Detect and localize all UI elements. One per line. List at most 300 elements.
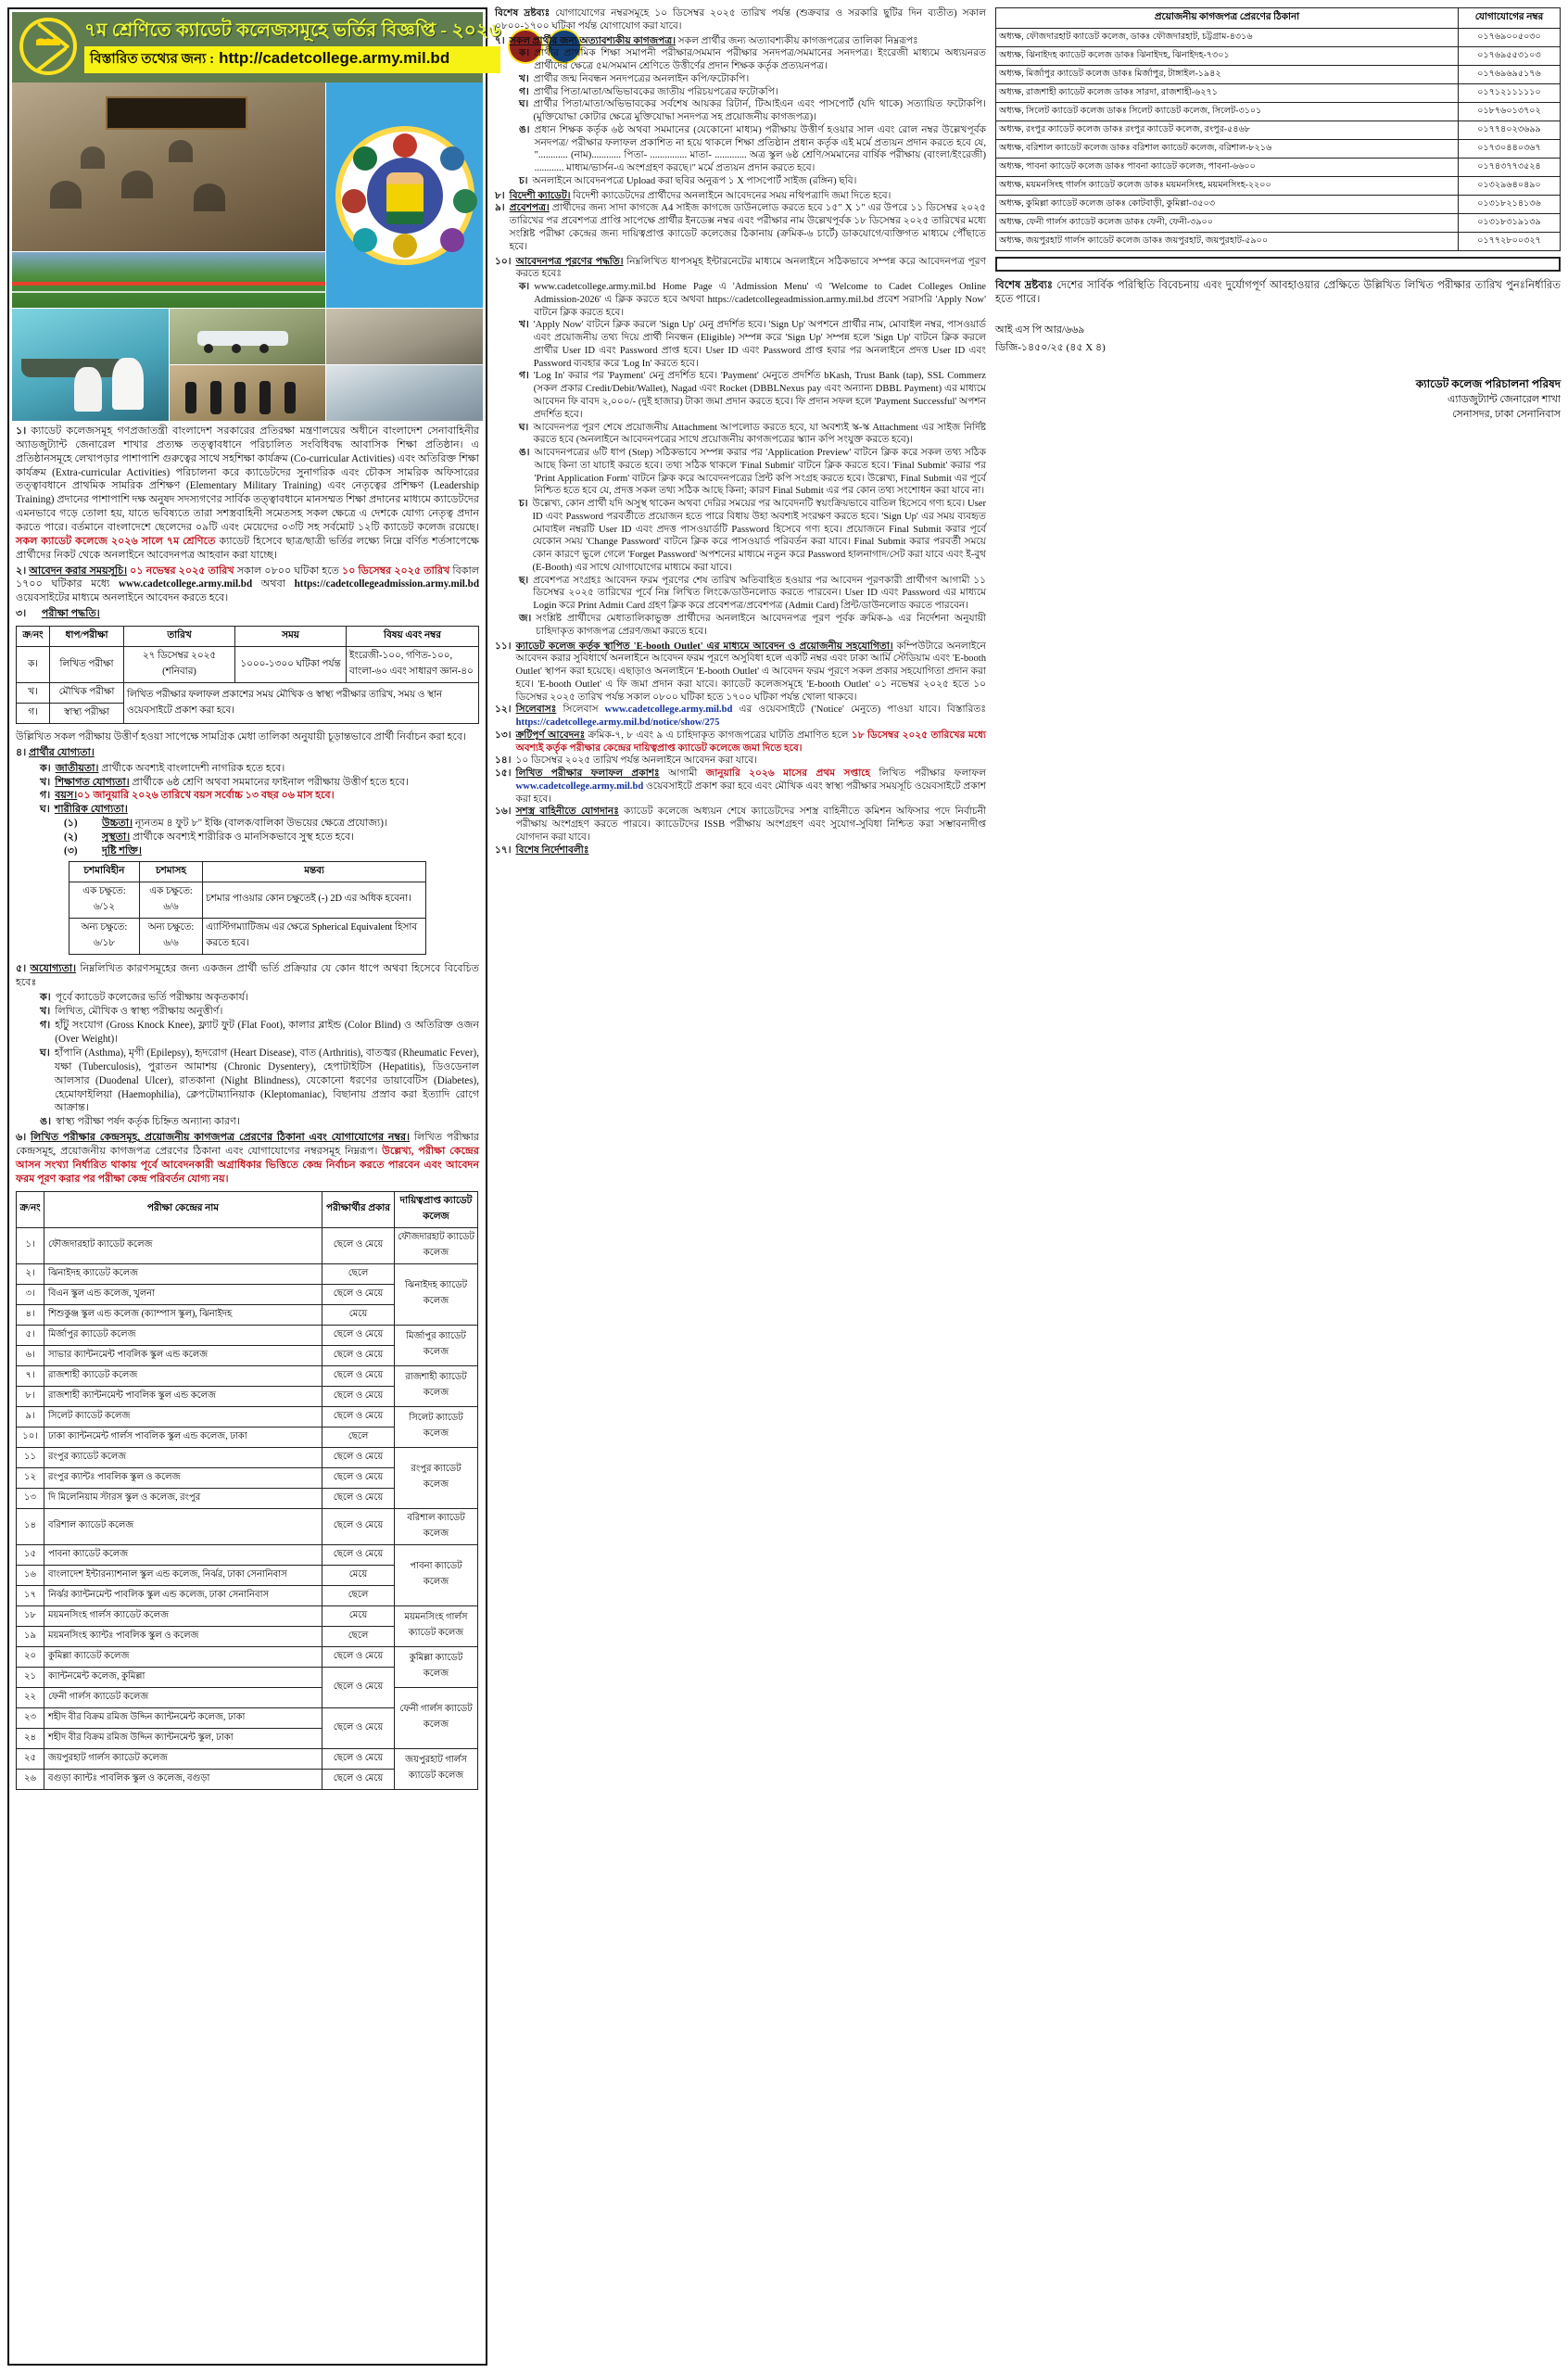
para-2-date-from: ০১ নভেম্বর ২০২৫ তারিখ <box>130 565 234 577</box>
cell-center-name: ফেনী গার্লস ক্যাডেট কলেজ <box>44 1687 322 1707</box>
item-text: অনলাইনে আবেদনপত্রে Upload করা ছবির অনুরূপ ১ X পাসপোর্ট সাইজ (রঙ্গিন) ছবি। <box>532 175 857 186</box>
cell-center-name: ঢাকা ক্যান্টনমেন্ট গার্লস পাবলিক স্কুল এন্ড কলেজ, ঢাকা <box>44 1427 322 1447</box>
cell-candidate-type: ছেলে ও মেয়ে <box>322 1227 395 1263</box>
cell-subject: ইংরেজী-১০০, গণিত-১০০, বাংলা-৬০ এবং সাধারণ জ্ঞান-৪০ <box>347 647 479 683</box>
cell-sl: ২২ <box>17 1687 44 1707</box>
item-body <box>55 776 409 790</box>
cell-center-name: কুমিল্লা ক্যাডেট কলেজ <box>44 1646 322 1667</box>
page-title: ৭ম শ্রেণিতে ক্যাডেট কলেজসমূহে ভর্তির বিজ্ঞপ্তি - ২০২৬ <box>84 20 501 41</box>
item-sl: চ। <box>519 175 528 186</box>
item-body <box>56 762 285 776</box>
cell-center-name: বরিশাল ক্যাডেট কলেজ <box>44 1508 322 1544</box>
cell-sl: ১৪ <box>17 1508 44 1544</box>
item-text: 'Log In' করার পর 'Payment' মেনু প্রদর্শিত হবে। 'Payment' মেনুতে প্রদর্শিত bKash, Trust Bank (tap), SSL Commerz (সকল প্রকার Credit/Debit/Wallet), Nagad এবং Rocket (DBBLNexus pay এবং অন্যান্য DBBL Payment) এর মাধ্যমে আবেদন ফি বাবদ ২,০০০/- (দুই হাজার) টাকা জমা প্রদান করতে হবে। ফি প্রদান সফল হলে 'Payment Successful' অপশন প্রদর্শিত হবে। <box>533 371 986 420</box>
exam-schedule-table <box>16 626 479 724</box>
signature-block <box>995 375 1561 423</box>
item-title: সুস্থতা। <box>102 831 131 844</box>
cell-address: অধ্যক্ষ, ময়মনসিংহ গার্লস ক্যাডেট কলেজ ডাকঃ ময়মনসিংহ, ময়মনসিংহ-২২০০ <box>996 177 1459 196</box>
exam-centers-table <box>16 1191 479 1790</box>
item-text: প্রধান শিক্ষক কর্তৃক ৬ষ্ঠ অথবা সমমানের (যেকোনো মাধ্যম) পরীক্ষায় উত্তীর্ণ হওয়ার সাল এবং রোল নম্বর উল্লেখপূর্বক সনদপত্র/ পরীক্ষার ফলাফল প্রকাশিত না হয়ে থাকলে শিক্ষা প্রতিষ্ঠান প্রধান কর্তৃক এই মর্মে প্রত্যয়ন প্রদান করতে হবে যে, "............ (নাম)............ পিতা- ............... মাতা- ............. অত্র স্কুল ৬ষ্ঠ শ্রেণি/সমমানের বার্ষিক পরীক্ষায় (বাংলা/ইংরেজী) ............ মাধ্যম/ভার্সন-এ অংশগ্রহণ করছে।" মর্মে প্রত্যয়ন প্রদান করতে হবে। <box>534 124 986 174</box>
section-10-number: ১০। <box>495 256 512 267</box>
cell-sl: ৯। <box>17 1406 44 1427</box>
cell-without: অন্য চক্ষুতে: ৬/১৮ <box>69 918 139 954</box>
cell-phone[interactable]: ০১৭৬৯৫৫৩১০৩ <box>1459 47 1561 66</box>
section-9-title: প্রবেশপত্র। <box>509 203 550 214</box>
cell-center-name: রাজশাহী ক্যান্টনমেন্ট পাবলিক স্কুল এন্ড কলেজ <box>44 1386 322 1406</box>
cell-candidate-type: ছেলে ও মেয়ে <box>322 1508 395 1544</box>
signature-authority: ক্যাডেট কলেজ পরিচালনা পরিষদ <box>1415 376 1561 390</box>
item-text: আবেদনপত্রের ৬টি ধাপ (Step) সঠিকভাবে সম্পন্ন করার পর 'Application Preview' বাটনে ক্লিক করে সকল তথ্য সঠিক আছে কিনা তা যাচাই করতে হবে। তথ্য সঠিক থাকলে 'Final Submit' বাটনে ক্লিক করতে হবে। 'Final Submit' করার পর 'Print Application Form' বাটনে ক্লিক করে আবেদনপত্রের প্রিন্ট কপি সংগ্রহ করতে হবে। উল্লেখ্য, Final Submit এর পূর্বে নিশ্চিত হতে হবে যে, প্রদত্ত সকল তথ্য সঠিক আছে কিনা; কারণ Final Submit এর পর কোন তথ্য সংশোধন করা যাবে না। <box>534 448 986 497</box>
cell-sl: ২। <box>17 1263 44 1284</box>
cell-phone[interactable]: ০১৭৭৪০২৩৬৯৯ <box>1459 121 1561 140</box>
item-body <box>102 844 142 858</box>
result-link[interactable]: www.cadetcollege.army.mil.bd <box>515 780 644 792</box>
cell-address: অধ্যক্ষ, ফৌজদারহাট ক্যাডেট কলেজ, ডাকঃ ফৌজদারহাট, চট্টগ্রাম-৪৩১৬ <box>996 29 1459 47</box>
para-2-date-to: ১০ ডিসেম্বর ২০২৫ তারিখ <box>342 565 450 577</box>
para-4-title: প্রার্থীর যোগ্যতা। <box>28 746 95 758</box>
item-text: পূর্বে ক্যাডেট কলেজের ভর্তি পরীক্ষায় অকৃতকার্য। <box>55 992 248 1004</box>
cell-sl: ৭। <box>17 1365 44 1386</box>
cell-center-name: শহীদ বীর বিক্রম রমিজ উদ্দিন ক্যান্টনমেন্ট স্কুল, ঢাকা <box>44 1728 322 1748</box>
para-6-number: ৬। <box>16 1132 27 1144</box>
paragraph-3-heading <box>16 607 479 621</box>
item-sl: ক। <box>40 762 51 774</box>
item-sl: গ। <box>519 86 529 97</box>
item-sl: (৩) <box>64 844 78 857</box>
list-item <box>40 1005 479 1019</box>
cell-candidate-type: ছেলে <box>322 1427 395 1447</box>
cell-candidate-type: ছেলে ও মেয়ে <box>322 1748 395 1769</box>
section-16 <box>495 806 986 844</box>
cell-responsible-college: মির্জাপুর ক্যাডেট কলেজ <box>395 1325 478 1365</box>
section-14-text: ১০ ডিসেম্বর ২০২৫ তারিখ পর্যন্ত অনলাইনে আবেদন করা যাবে। <box>515 755 757 767</box>
table-row <box>996 214 1561 233</box>
cell-center-name: নির্ঝর ক্যান্টনমেন্ট পাবলিক স্কুল এন্ড কলেজ, ঢাকা সেনানিবাস <box>44 1585 322 1605</box>
cell-responsible-college: ঝিনাইদহ ক্যাডেট কলেজ <box>395 1263 478 1325</box>
para-3-title: পরীক্ষা পদ্ধতি। <box>41 608 100 620</box>
signature-branch: এ্যাডজুট্যান্ট জেনারেল শাখা <box>1447 393 1561 405</box>
cell-candidate-type: ছেলে ও মেয়ে <box>322 1386 395 1406</box>
right-side <box>495 7 1561 2366</box>
item-sl: গ। <box>40 790 51 802</box>
section-11-title: ক্যাডেট কলেজ কর্তৃক স্থাপিত 'E-booth Outlet' এর মাধ্যমে আবেদন ও প্রয়োজনীয় সহযোগিতা। <box>515 641 893 652</box>
item-text: প্রার্থীকে ৬ষ্ঠ শ্রেণি অথবা সমমানের ফাইনাল পরীক্ষায় উত্তীর্ণ হতে হবে। <box>129 776 409 788</box>
para-5-number: ৫। <box>16 962 27 974</box>
cell-sl: ১৭ <box>17 1585 44 1605</box>
table-row <box>69 882 425 918</box>
item-text: প্রার্থীকে অবশ্যই বাংলাদেশী নাগরিক হতে হবে। <box>98 762 285 774</box>
item-sl: খ। <box>519 73 529 84</box>
cell-sl: ক। <box>17 647 50 683</box>
section-17-body <box>516 844 589 857</box>
list-item <box>519 422 986 448</box>
cell-responsible-college: জয়পুরহাট গার্লস ক্যাডেট কলেজ <box>395 1748 478 1789</box>
paragraph-4-heading <box>16 746 479 760</box>
item-text: প্রার্থীর পিতা/মাতা/অভিভাবকের জাতীয় পরিচয়পত্রের ফটোকপি। <box>533 86 778 97</box>
middle-column-text <box>495 7 986 857</box>
cell-sl: ১৫ <box>17 1544 44 1565</box>
list-item <box>519 613 986 639</box>
table-row <box>996 140 1561 159</box>
table-row <box>996 159 1561 177</box>
item-text: 'Apply Now' বাটনে ক্লিক করলে 'Sign Up' মেনু প্রদর্শিত হবে। 'Sign Up' অপশনে প্রার্থীর নাম, মোবাইল নম্বর, পাসওয়ার্ড এবং প্রয়োজনীয় তথ্য দিয়ে প্রার্থী নিবন্ধন (Eligible) সম্পন্ন করে 'Sign Up' সম্পন্ন হলে 'Sign Up' বাটনে ক্লিক করলে প্রার্থীর User ID এবং Password প্রাপ্ত হবে। User ID এবং Password প্রাপ্ত হবার পর অনলাইনে প্রদত্ত User ID এবং Password ব্যবহার করে 'Log In' করতে হবে। <box>533 320 986 369</box>
item-text: ০১ জানুয়ারি ২০২৬ তারিখে বয়স সর্বোচ্চ ১৩ বছর ০৬ মাস হবে। <box>77 790 335 802</box>
cell-candidate-type: ছেলে ও মেয়ে <box>322 1707 395 1748</box>
section-9-text: প্রার্থীদের জন্য সাদা কাগজে A4 সাইজ কাগজে ডাউনলোড করতে হবে ১৫" X ১" এর উপরে ১১ ডিসেম্বর ২০২৫ তারিখের পর প্রবেশপত্র প্রাপ্তি সাপেক্ষে প্রার্থীর ইনডেক্স নম্বর এবং পরীক্ষার নাম উল্লেখপূর্বক ১৮ ডিসেম্বর ২০২৫ তারিখের মধ্যে সংশ্লিষ্ট পরীক্ষা কেন্দ্রের জন্য দায়িত্বপ্রাপ্ত ক্যাডেট কলেজের ঠিকানায় (ক্রমিক-৬ চার্টে) ডাকযোগে/ব্যক্তিগত মাধ্যমে পৌঁছাতে হবে। <box>509 203 986 252</box>
section-15-title: লিখিত পরীক্ষার ফলাফল প্রকাশঃ <box>515 768 660 780</box>
cell-phone[interactable]: ০১৭১২১১১১১০ <box>1459 84 1561 103</box>
para-5-title: অযোগ্যতা। <box>30 962 77 974</box>
item-text: লিখিত, মৌখিক ও স্বাস্থ্য পরীক্ষায় অনুত্তীর্ণ। <box>55 1006 223 1018</box>
col-time: সময় <box>235 627 347 647</box>
cell-responsible-college: ময়মনসিংহ গার্লস ক্যাডেট কলেজ <box>395 1605 478 1646</box>
middle-column <box>495 7 986 2366</box>
cell-center-name: ক্যান্টনমেন্ট কলেজ, কুমিল্লা <box>44 1667 322 1687</box>
cell-responsible-college: ফৌজদারহাট ক্যাডেট কলেজ <box>395 1227 478 1263</box>
section-13 <box>495 730 986 755</box>
cell-sl: ২৪ <box>17 1728 44 1748</box>
item-text: সংশ্লিষ্ট প্রার্থীদের মেধাতালিকাভুক্ত প্রার্থীদের অনলাইনে আবেদনপত্র পূরণ পূর্বক ক্রমিক-৯ এর নির্দেশনা অনুযায়ী চাহিদাকৃত কাগজপত্র প্রেরণ/জমা করতে হবে। <box>536 613 986 637</box>
cell-sl: ৮। <box>17 1386 44 1406</box>
item-body <box>55 803 128 817</box>
cell-address: অধ্যক্ষ, বরিশাল ক্যাডেট কলেজ ডাকঃ বরিশাল ক্যাডেট কলেজ, বরিশাল-৮২১৬ <box>996 140 1459 159</box>
cell-candidate-type: ছেলে <box>322 1263 395 1284</box>
col-date: তারিখ <box>124 627 235 647</box>
cell-sl: ১১ <box>17 1447 44 1467</box>
para-2-url-2[interactable]: https://cadetcollegeadmission.army.mil.bd <box>294 578 479 590</box>
cell-sl: ২০ <box>17 1646 44 1667</box>
official-website-link[interactable]: http://cadetcollege.army.mil.bd <box>219 49 450 67</box>
item-text: প্রবেশপত্র সংগ্রহঃ আবেদন ফরম পূরণের শেষ তারিখ অতিবাহিত হওয়ার পর আবেদন পূরণকারী প্রার্থীগণ আগামী ১১ ডিসেম্বর ২০২৫ তারিখের পূর্বে নিম্ন লিখিত লিংকে/ডাউনলোড করতে পারবেন। User ID এবং Password এর মাধ্যমে Login করে Print Admit Card গ্রহণ ক্লিক করে প্রবেশপত্র/প্রবেশপত্র (Admit Card) প্রিন্ট/ডাউনলোড করতে পারবেন। <box>533 575 986 612</box>
cell-center-name: রাজশাহী ক্যাডেট কলেজ <box>44 1365 322 1386</box>
para-2-number: ২। <box>16 565 27 577</box>
syllabus-link-2[interactable]: https://cadetcollege.army.mil.bd/notice/show/275 <box>515 717 720 729</box>
table-row <box>996 196 1561 214</box>
item-sl: ঘ। <box>40 1047 50 1059</box>
section-8-number: ৮। <box>495 190 505 201</box>
section-11-number: ১১। <box>495 641 512 652</box>
item-text: প্রার্থীর পিতা/মাতা/অভিভাবকের সর্বশেষ আয়কর রিটার্ন, টিআইএন এবং পাসপোর্ট (যদি থাকে) সত্যায়িত ফটোকপি। (মুক্তিযোদ্ধা কোটার ক্ষেত্রে মুক্তিযোদ্ধা সনদপত্র সহ প্রয়োজনীয় কাগজপত্র)। <box>533 99 986 123</box>
item-sl: ঙ। <box>40 1116 52 1128</box>
item-text: হাঁটু সংযোগ (Gross Knock Knee), ফ্ল্যাট ফুট (Flat Foot), কালার ব্লাইন্ড (Color Blind) ও অতিরিক্ত ওজন (Over Weight)। <box>55 1020 479 1046</box>
table-row <box>996 103 1561 121</box>
list-item <box>40 789 479 803</box>
cell-sl: ২১ <box>17 1667 44 1687</box>
section-14 <box>495 755 986 768</box>
cell-responsible-college: সিলেট ক্যাডেট কলেজ <box>395 1406 478 1447</box>
cell-phone[interactable]: ০১৭৪৩৭৭৩৫২৪ <box>1459 159 1561 177</box>
cell-candidate-type: ছেলে ও মেয়ে <box>322 1447 395 1467</box>
item-text: www.cadetcollege.army.mil.bd Home Page এ 'Admission Menu' এ 'Welcome to Cadet Colleges Online Admission-2026' এ ক্লিক করতে হবে অথবা https://cadetcollegeadmission.army.mil.bd প্রবেশ সরাসরি 'Apply Now' বাটনে ক্লিক করতে হবে। <box>534 282 986 318</box>
section-16-body <box>516 806 986 844</box>
table-row <box>996 47 1561 66</box>
table-row <box>996 233 1561 251</box>
item-text: ন্যূনতম ৪ ফুট ৮" ইঞ্চি (বালক/বালিকা উভয়ের ক্ষেত্রে প্রযোজ্য)। <box>133 818 387 830</box>
signature-address: সেনাসদর, ঢাকা সেনানিবাস <box>1452 409 1561 421</box>
item-body <box>102 831 354 844</box>
water-exercise-photo <box>326 365 483 421</box>
table-row <box>17 1263 479 1284</box>
item-sl: চ। <box>519 499 528 510</box>
banner-url-bar <box>84 46 500 73</box>
para-2-mid: সকাল ০৮০০ ঘটিকা হতে <box>234 565 343 577</box>
physical-list <box>16 817 479 858</box>
cell-sl: খ। <box>17 683 50 704</box>
para-3-number: ৩। <box>16 608 27 620</box>
item-sl: ক। <box>519 48 530 59</box>
cell-merged-note: লিখিত পরীক্ষার ফলাফল প্রকাশের সময় মৌখিক ও স্বাস্থ্য পরীক্ষার তারিখ, সময় ও স্থান ওয়েবসাইটে প্রকাশ করা হবে। <box>124 683 479 724</box>
cell-candidate-type: ছেলে ও মেয়ে <box>322 1646 395 1667</box>
exam-centers-rows <box>17 1227 479 1789</box>
cell-phone[interactable]: ০১৭৩০৪৪০৩৬৭ <box>1459 140 1561 159</box>
syllabus-link-1[interactable]: www.cadetcollege.army.mil.bd <box>604 704 733 716</box>
item-sl: ছ। <box>519 575 529 586</box>
cell-candidate-type: ছেলে <box>322 1626 395 1646</box>
cell-sl: ৩। <box>17 1284 44 1304</box>
section-13-title: ক্রটিপূর্ণ আবেদনঃ <box>515 730 586 741</box>
cell-with: এক চক্ষুতে: ৬/৬ <box>139 882 202 918</box>
cell-note: চশমার পাওয়ার কোন চক্ষুতেই (-) 2D এর অধিক হবেনা। <box>203 882 426 918</box>
section-8-title: বিদেশী ক্যাডেট। <box>509 190 571 201</box>
para-1-number: ১। <box>16 425 27 437</box>
section-15-body <box>516 768 986 806</box>
cell-candidate-type: ছেলে ও মেয়ে <box>322 1406 395 1427</box>
col-hidden-addr <box>478 1191 479 1227</box>
table-row <box>17 1508 479 1544</box>
cell-phone[interactable]: ০১৭৬৯০০৫০৩০ <box>1459 29 1561 47</box>
cell-phone[interactable]: ০১৭৬৯৬৯৫১৭৬ <box>1459 66 1561 84</box>
cell-phone[interactable]: ০১৮৭৬০১৩৭০২ <box>1459 103 1561 121</box>
left-body-text <box>12 421 483 623</box>
cell-center-name: ময়মনসিংহ ক্যান্টঃ পাবলিক স্কুল ও কলেজ <box>44 1626 322 1646</box>
cell-responsible-college: ফেনী গার্লস ক্যাডেট কলেজ <box>395 1687 478 1748</box>
list-item <box>519 124 986 175</box>
paragraph-1 <box>16 425 479 563</box>
paragraph-6 <box>16 1131 479 1186</box>
item-sl: ঙ। <box>519 448 530 459</box>
cell-center-name: ফৌজদারহাট ক্যাডেট কলেজ <box>44 1227 322 1263</box>
table-header-row <box>17 627 479 647</box>
item-sl: খ। <box>40 1006 51 1018</box>
table-row <box>17 1687 479 1707</box>
cell-sl: ১২ <box>17 1467 44 1488</box>
item-title: বয়স। <box>55 790 78 802</box>
item-body <box>102 817 387 831</box>
section-11-text: কম্পিউটারে অনলাইনে আবেদন করার সুবিধার্থে অনলাইনে আবেদন ফরম পূরণে অসুবিধা হলে একটি নম্বর এবং ঢাকা আর্মি স্টেডিয়াম এবং 'E-booth Outlet' স্থাপন করা হয়েছে। এছাড়াও অনলাইনে 'E-booth Outlet' এ আবেদন ফরম পূরণে সকল প্রকার সহযোগিতা প্রদান করা হবে। 'E-booth Outlet' এ ফি জমা প্রদান করা যাবে। ক্যাডেট কলেজসমূহে 'E-booth Outlet' ০১ নভেম্বর ২০২৫ হতে ১০ ডিসেম্বর ২০২৫ তারিখ পর্যন্ত সকাল ০৮০০ ঘটিকা হতে ১৭০০ ঘটিকা পর্যন্ত খোলা থাকবে। <box>515 641 986 703</box>
list-item <box>519 98 986 124</box>
section-16-number: ১৬। <box>495 806 512 818</box>
item-sl: ঙ। <box>519 124 530 135</box>
cell-address: অধ্যক্ষ, পাবনা ক্যাডেট কলেজ ডাকঃ পাবনা ক্যাডেট কলেজ, পাবনা-৬৬০০ <box>996 159 1459 177</box>
list-item <box>40 1115 479 1129</box>
section-16-text: ক্যাডেট কলেজে অধ্যয়ন শেষে ক্যাডেটদের সশস্ত্র বাহিনীতে কমিশন অফিসার পদে নির্বাচনী পরীক্ষায় অংশগ্রহণ করতে পারবে। ক্যাডেটদের ISSB পরীক্ষায় অংশগ্রহণ এবং সুযোগ-সুবিধা নিশ্চিত করা সম্ভাবনাদীপ্ত যোগদান করা যাবে। <box>515 806 986 843</box>
section-12-number: ১২। <box>495 704 512 716</box>
list-item <box>519 73 986 86</box>
table-row <box>996 29 1561 47</box>
list-item <box>40 762 479 776</box>
cell-phone[interactable]: ০১৭৭২৮০০৩২৭ <box>1459 233 1561 251</box>
list-item <box>64 844 479 858</box>
photo-collage <box>12 82 483 421</box>
col-without-glasses: চশমাবিহীন <box>69 861 139 882</box>
cell-center-name: শহীদ বীর বিক্রম রমিজ উদ্দিন ক্যান্টনমেন্ট কলেজ, ঢাকা <box>44 1707 322 1728</box>
item-body <box>55 789 334 803</box>
section-10-lead: নিম্নলিখিত ধাপসমূহ ইন্টারনেটের মাধ্যমে অনলাইনে সঠিকভাবে সম্পন্ন করে আবেদনপত্র পূরণ করতে হবেঃ <box>515 256 986 280</box>
para-6-red: উল্লেখ্য, পরীক্ষা কেন্দ্রের আসন সংখ্যা নির্ধারিত থাকায় পূর্বে আবেদনকারী অগ্রাধিকার ভিত্তিতে কেন্দ্র নির্বাচন করতে পারবেন এবং আবেদন ফরম পূরণ করার পর পরীক্ষা কেন্দ্র পরিবর্তন যোগ্য নয়। <box>16 1145 479 1185</box>
cell-note: এ্যাস্টিগম্যাটিজম এর ক্ষেত্রে Spherical Equivalent হিসাব করতে হবে। <box>203 918 426 954</box>
section-9-body <box>510 202 986 253</box>
top-note-text: যোগাযোগের নম্বরসমূহে ১০ ডিসেম্বর ২০২৫ তারিখ পর্যন্ত (শুক্রবার ও সরকারি ছুটির দিন ব্যতীত) সকাল ০৮০০-১৭০০ ঘটিকা পর্যন্ত যোগাযোগ করা যাবে। <box>495 8 986 32</box>
section-13-red: ১৮ ডিসেম্বর ২০২৫ তারিখের মধ্যে অবশ্যই কর্তৃক পরীক্ষার কেন্দ্রের দায়িত্বপ্রাপ্ত ক্যাডেট কলেজে জমা দিতে হবে। <box>515 730 986 754</box>
qualification-list <box>16 762 479 817</box>
table-header-row <box>17 1191 479 1227</box>
cell-candidate-type: ছেলে ও মেয়ে <box>322 1769 395 1789</box>
cell-sl: ১। <box>17 1227 44 1263</box>
cell-sl: ২৫ <box>17 1748 44 1769</box>
sports-day-photo <box>12 252 325 308</box>
table-row <box>996 177 1561 196</box>
cell-center-name: রংপুর ক্যাডেট কলেজ <box>44 1447 322 1467</box>
left-column <box>7 7 501 2366</box>
final-note-text: দেশের সার্বিক পরিস্থিতি বিবেচনায় এবং দুর্যোগপূর্ণ আবহাওয়ার প্রেক্ষিতে উল্লিখিত লিখিত পরীক্ষার তারিখ পুনঃনির্ধারিত হতে পারে। <box>995 280 1562 305</box>
list-item <box>64 817 479 831</box>
table-row <box>996 66 1561 84</box>
cell-responsible-college: রাজশাহী ক্যাডেট কলেজ <box>395 1365 478 1406</box>
section-7-sublist <box>495 47 986 187</box>
section-17-number: ১৭। <box>495 844 512 856</box>
cell-center-name: ঝিনাইদহ ক্যাডেট কলেজ <box>44 1263 322 1284</box>
section-11 <box>495 641 986 704</box>
para-2-tail: ওয়েবসাইটের মাধ্যমে অনলাইনে আবেদন করতে হবে। <box>16 592 229 604</box>
para-6-title: লিখিত পরীক্ষার কেন্দ্রসমূহ, প্রয়োজনীয় কাগজপত্র প্রেরণের ঠিকানা এবং যোগাযোগের নম্বর। <box>30 1132 411 1144</box>
list-item <box>519 281 986 319</box>
cell-candidate-type: ছেলে ও মেয়ে <box>322 1284 395 1304</box>
col-address: প্রয়োজনীয় কাগজপত্র প্রেরণের ঠিকানা <box>996 8 1459 29</box>
cell-sl: ১৬ <box>17 1565 44 1585</box>
list-item <box>519 319 986 370</box>
cell-candidate-type: ছেলে ও মেয়ে <box>322 1365 395 1386</box>
navy-officers-photo <box>12 309 169 421</box>
top-note <box>495 7 986 33</box>
para-2-mid2: বিকাল ১৭০০ ঘটিকার মধ্যে <box>16 565 480 590</box>
army-crest-icon <box>19 18 77 75</box>
table-row <box>17 1646 479 1667</box>
cell-center-name: সাভার ক্যান্টনমেন্ট পাবলিক স্কুল এন্ড কলেজ <box>44 1345 322 1365</box>
item-sl: ক। <box>519 282 530 293</box>
cell-responsible-college: পাবনা ক্যাডেট কলেজ <box>395 1544 478 1605</box>
item-sl: ঘ। <box>40 804 50 816</box>
col-candidate-type: পরীক্ষার্থীর প্রকার <box>322 1191 395 1227</box>
table-row <box>17 1325 479 1345</box>
para-5-lead: নিম্নলিখিত কারণসমূহের জন্য একজন প্রার্থী ভর্তি প্রক্রিয়ার যে কোন ধাপে অথবা হিসেবে বিবেচিত হবেঃ <box>16 962 479 988</box>
cell-address: অধ্যক্ষ, সিলেট ক্যাডেট কলেজ ডাকঃ সিলেট ক্যাডেট কলেজ, সিলেট-৩১০১ <box>996 103 1459 121</box>
item-sl: জ। <box>519 613 532 624</box>
cell-sl: গ। <box>17 704 50 724</box>
item-sl: (২) <box>64 831 78 844</box>
cell-phone[interactable]: ০১৩২৯৬৪০৪৯০ <box>1459 177 1561 196</box>
section-10 <box>495 256 986 282</box>
table-header-row <box>69 861 425 882</box>
un-peacekeepers-photo <box>170 365 326 421</box>
cell-phone[interactable]: ০১৩১৮২১৪১৩৬ <box>1459 196 1561 214</box>
col-sl: ক্র/নং <box>17 1191 44 1227</box>
list-item <box>40 1047 479 1115</box>
cell-address: অধ্যক্ষ, ঝিনাইদহ ক্যাডেট কলেজ ডাকঃ ঝিনাইদহ, ঝিনাইদহ-৭৩০১ <box>996 47 1459 66</box>
section-8-lead: বিদেশী ক্যাডেটদের প্রার্থীদের অনলাইনে আবেদনের সময় নথিপত্রাদি জমা দিতে হবে। <box>570 190 891 201</box>
table-row <box>17 1605 479 1626</box>
section-17 <box>495 844 986 857</box>
cell-center-name: রংপুর ক্যান্টঃ পাবলিক স্কুল ও কলেজ <box>44 1467 322 1488</box>
item-text: প্রার্থীর জন্ম নিবন্ধন সনদপত্রের অনলাইন কপি/ফটোকপি। <box>533 73 750 84</box>
cell-center-name: মির্জাপুর ক্যাডেট কলেজ <box>44 1325 322 1345</box>
exam-centers-table-wrap <box>12 1188 483 2361</box>
center-address-rows <box>996 29 1561 251</box>
item-text: প্রার্থীকে অবশ্যই শারীরিক ও মানসিকভাবে সুস্থ হতে হবে। <box>130 831 355 844</box>
table-header-row <box>996 8 1561 29</box>
section-15-red: জানুয়ারি ২০২৬ মাসের প্রথম সপ্তাহে <box>705 768 871 780</box>
table-row <box>17 1544 479 1565</box>
cell-phone[interactable]: ০১৩১৮৩১৯১৩৯ <box>1459 214 1561 233</box>
cell-center-name: দি মিলেনিয়াম স্টারস স্কুল ও কলেজ, রংপুর <box>44 1488 322 1508</box>
list-item <box>519 575 986 613</box>
para-2-url-1[interactable]: www.cadetcollege.army.mil.bd <box>118 578 253 590</box>
section-10-body <box>516 256 986 282</box>
paragraph-2 <box>16 565 479 606</box>
disqualification-list <box>16 991 479 1129</box>
section-15-tail: লিখিত পরীক্ষার ফলাফল <box>870 768 986 780</box>
section-13-body <box>516 730 986 755</box>
section-13-text: ক্রমিক-৭, ৮ এবং ৯ এ চাহিদাকৃত কাগজপত্রের ঘাটতি প্রমাণিত হলে <box>585 730 852 741</box>
cell-center-name: জয়পুরহাট গার্লস ক্যাডেট কলেজ <box>44 1748 322 1769</box>
final-note <box>995 279 1561 307</box>
para-1-text: ক্যাডেট কলেজসমূহ গণপ্রজাতন্ত্রী বাংলাদেশ সরকারের প্রতিরক্ষা মন্ত্রণালয়ের অধীনে বাংলাদেশ সেনাবাহিনীর অ্যাডজুট্যান্ট জেনারেল শাখার প্রত্যক্ষ তত্ত্বাবধানে পরিচালিত সংবিধিবদ্ধ আবাসিক শিক্ষা প্রতিষ্ঠান। এ প্রতিষ্ঠানসমূহে লেখাপড়ার পাশাপাশি গুরুত্বের সাথে সহশিক্ষা কার্যক্রম (Co-curricular Activities) এবং অতিরিক্ত শিক্ষা কার্যক্রম (Extra-curricular Activities) পরিচালনা করে ক্যাডেটদের সুনাগরিক এবং চৌকস সামরিক অফিসারের তত্ত্বাবধানে প্রাথমিক সামরিক প্রশিক্ষণ (Elementary Military Training) এবং নেতৃত্বের প্রশিক্ষণ (Leadership Training) প্রদানের পাশাপাশি দক্ষ অনুষদ সদস্যগণের সার্বিক তত্ত্বাবধানে মানসম্মত শিক্ষা প্রদানের মাধ্যমে ক্যাডেটদের এমনভাবে গড়ে তোলা হয়, যাতে ভবিষ্যতে তারা সশস্ত্রবাহিনী সমেতসহ সকল ক্ষেত্রে এ দেশকে যোগ্য নেতৃত্ব প্রদান করতে পারে। বর্তমানে বাংলাদেশে ছেলেদের ০৯টি এবং মেয়েদের ০৩টি সহ সর্বমোট ১২টি ক্যাডেট কলেজ রয়েছে। <box>16 425 479 534</box>
item-title: জাতীয়তা। <box>55 762 99 774</box>
item-text: প্রার্থীর প্রাথমিক শিক্ষা সমাপনী পরীক্ষার/সমমান পরীক্ষার সনদপত্র/সমমানের সনদপত্র। ইংরেজী মাধ্যমে অধ্যয়নরত প্রার্থীদের ক্ষেত্রে ৫ম/সমমান শ্রেণিতে উত্তীর্ণের প্রদান শিক্ষক কর্তৃক প্রত্যয়নপত্র। <box>534 48 986 72</box>
cell-sl: ২৩ <box>17 1707 44 1728</box>
cell-address: অধ্যক্ষ, মির্জাপুর ক্যাডেট কলেজ ডাকঃ মির্জাপুর, টাঙ্গাইল-১৯৪২ <box>996 66 1459 84</box>
item-title: উচ্চতা। <box>102 818 133 830</box>
cell-candidate-type: মেয়ে <box>322 1605 395 1626</box>
artillery-photo <box>326 309 483 364</box>
list-item <box>40 1019 479 1047</box>
disqualification-section <box>12 958 483 1188</box>
cell-responsible-college: রংপুর ক্যাডেট কলেজ <box>395 1447 478 1508</box>
cell-sl: ১৯ <box>17 1626 44 1646</box>
cell-candidate-type: মেয়ে <box>322 1565 395 1585</box>
paragraph-5-heading <box>16 962 479 990</box>
section-11-body <box>516 641 986 704</box>
section-14-number: ১৪। <box>495 755 512 767</box>
cell-address: অধ্যক্ষ, জয়পুরহাট গার্লস ক্যাডেট কলেজ ডাকঃ জয়পুরহাট, জয়পুরহাট-৫৯০০ <box>996 233 1459 251</box>
table-row <box>17 647 479 683</box>
list-item <box>519 498 986 575</box>
item-sl: খ। <box>519 320 529 331</box>
after-schedule-paragraph: উল্লিখিত সকল পরীক্ষায় উত্তীর্ণ হওয়া সাপেক্ষে সামগ্রিক মেধা তালিকা অনুযায়ী চূড়ান্তভাবে প্রার্থী নির্বাচন করা হবে। <box>16 731 466 743</box>
section-12-text: সিলেবাস <box>556 704 605 716</box>
isp-line-2: ডিজি-১৪৫০/২৫ (৪৫ X ৪) <box>995 341 1106 353</box>
item-title: দৃষ্টি শক্তি। <box>102 844 142 857</box>
item-sl: (১) <box>64 818 78 830</box>
list-item <box>40 991 479 1005</box>
cadet-college-emblems-photo <box>326 82 483 308</box>
cell-candidate-type: ছেলে ও মেয়ে <box>322 1325 395 1345</box>
section-12-mid: এর ওয়েবসাইটে ('Notice' মেনুতে) পাওয়া যাবে। বিস্তারিতঃ <box>732 704 986 716</box>
para-4-number: ৪। <box>16 746 27 758</box>
banner-url-label: বিস্তারিত তথ্যের জন্য : <box>90 52 215 67</box>
list-item <box>519 47 986 73</box>
cell-center-name: সিলেট ক্যাডেট কলেজ <box>44 1406 322 1427</box>
item-text: আবেদনপত্র পূরণ শেষে প্রয়োজনীয় Attachment আপলোড করতে হবে, যা অবশ্যই স্ক-স্ক Attachment এর সাইজ নির্দিষ্ট করতে হবে (অনলাইনে আবেদনপত্রের সাথে প্রয়োজনীয় কাগজপত্রের স্ক্যান কপি সংযুক্ত করতে হবে)। <box>533 422 986 446</box>
